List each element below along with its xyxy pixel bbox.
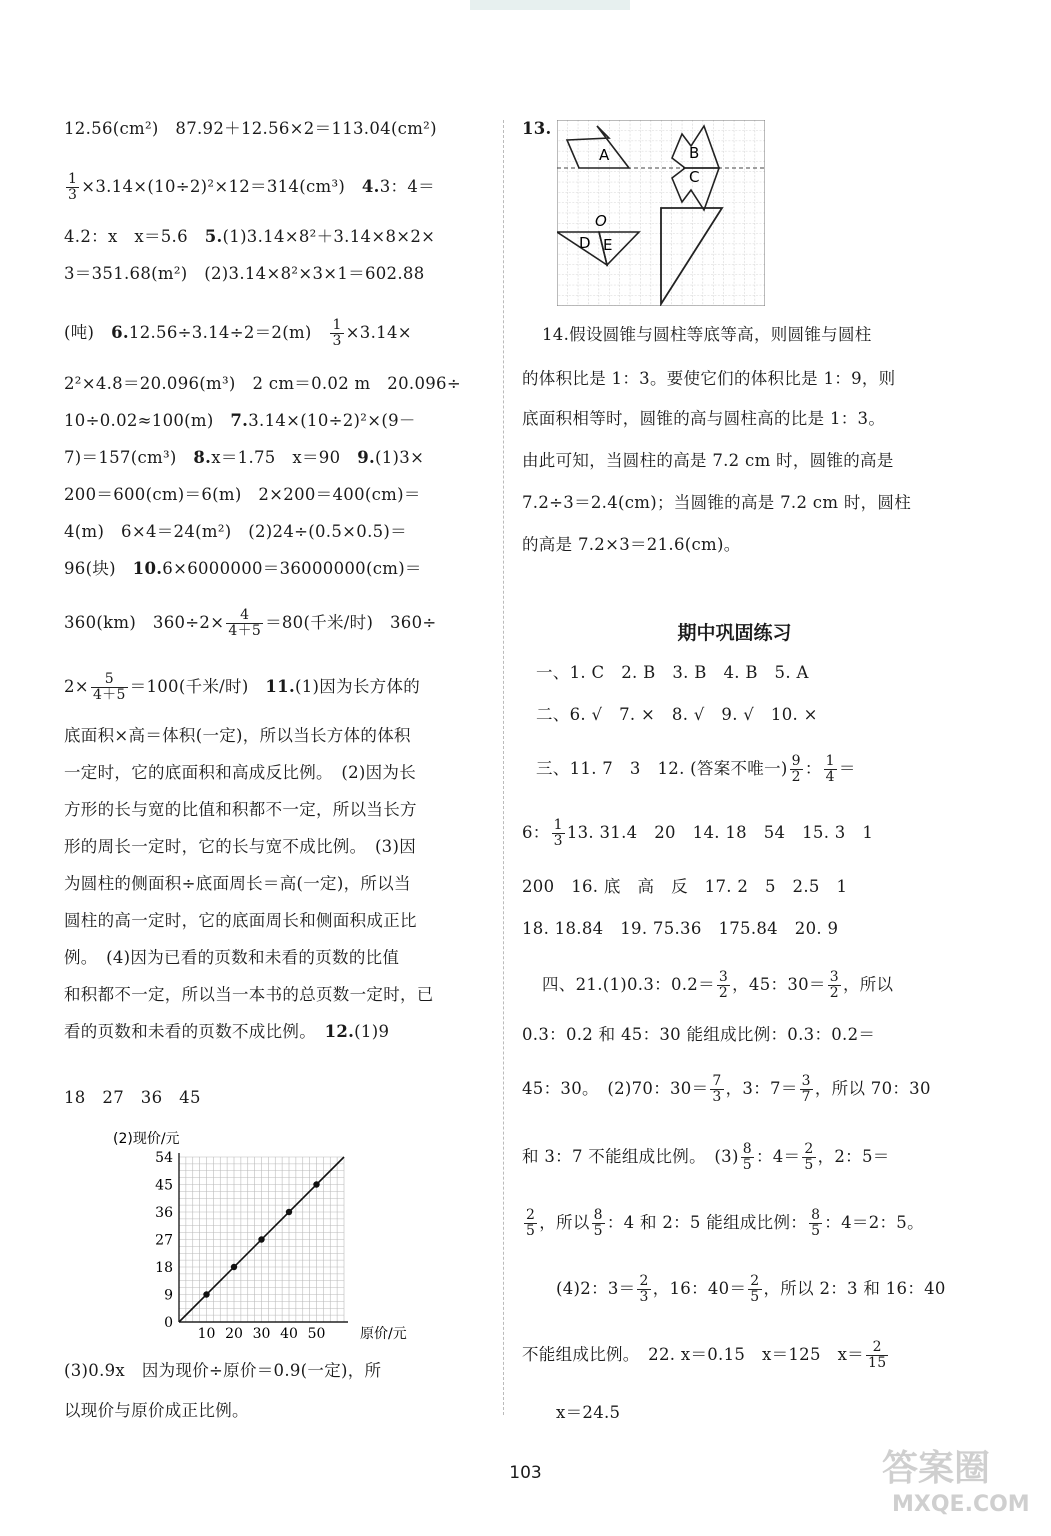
y-axis-title: (2)现价/元 xyxy=(113,1131,180,1147)
y-tick-label: 0 xyxy=(164,1315,173,1331)
label-d: D xyxy=(579,234,591,252)
answer-line: 18. 18.84 19. 75.36 175.84 20. 9 xyxy=(522,919,839,938)
answer-line: 和积都不一定，所以当一本书的总页数一定时，已 xyxy=(64,985,434,1004)
data-point xyxy=(313,1181,319,1187)
x-tick-label: 10 xyxy=(197,1326,216,1342)
answer-line: 的体积比是 1：3。要使它们的体积比是 1：9，则 xyxy=(522,369,896,388)
data-point xyxy=(258,1236,264,1242)
answer-line: (4)2：3＝ $\frac{2}{3}$ ，16：40＝ $\frac{2}{5}$ ，所以 2：3 和 16：40 xyxy=(556,1273,946,1305)
y-tick-label: 54 xyxy=(155,1150,173,1166)
answer-line: 由此可知，当圆柱的高是 7.2 cm 时，圆锥的高是 xyxy=(522,451,894,470)
price-chart xyxy=(94,1122,454,1342)
answer-line: 的高是 7.2×3＝21.6(cm)。 xyxy=(522,535,741,554)
answer-line: 2²×4.8＝20.096(m³) 2 cm＝0.02 m 20.096÷ xyxy=(64,374,461,393)
fraction: $\frac{1}{3}$ xyxy=(68,171,78,203)
fraction: $\frac{8}{5}$ xyxy=(742,1141,752,1173)
fraction: $\frac{3}{2}$ xyxy=(718,969,729,1001)
data-point xyxy=(203,1291,209,1297)
x-tick-label: 20 xyxy=(225,1326,243,1342)
transformation-figure xyxy=(557,120,765,306)
fraction: $\frac{2}{15}$ xyxy=(867,1339,887,1371)
fraction: $\frac{7}{3}$ xyxy=(712,1073,722,1105)
y-tick-label: 36 xyxy=(155,1205,173,1221)
answer-line: 7)＝157(cm³) 8.x＝1.75 x＝90 9.(1)3× xyxy=(64,448,425,467)
answer-line: 14.假设圆锥与圆柱等底等高，则圆锥与圆柱 xyxy=(542,325,872,344)
page-number: 103 xyxy=(509,1463,542,1483)
watermark-url: MXQE.COM xyxy=(892,1492,1030,1517)
answer-line: 圆柱的高一定时，它的底面周长和侧面积成正比 xyxy=(64,911,417,930)
answer-line: 12.56(cm²) 87.92＋12.56×2＝113.04(cm²) xyxy=(64,119,437,138)
answer-line: 四、21.(1)0.3：0.2＝ $\frac{3}{2}$ ，45：30＝ $\frac{3}{2}$ ，所以 xyxy=(542,969,894,1001)
answer-line: 3＝351.68(m²) (2)3.14×8²×3×1＝602.88 xyxy=(64,264,425,283)
answer-line: 200 16. 底 高 反 17. 2 5 2.5 1 xyxy=(522,877,848,896)
answer-line: 底面积相等时，圆锥的高与圆柱高的比是 1：3。 xyxy=(522,409,886,428)
answer-line: 200＝600(cm)＝6(m) 2×200＝400(cm)＝ xyxy=(64,485,421,504)
x-axis-title: 原价/元 xyxy=(360,1326,407,1342)
fraction: $\frac{3}{7}$ xyxy=(801,1073,811,1105)
answer-line: 96(块) 10.6×6000000＝36000000(cm)＝ xyxy=(64,559,422,578)
answer-line: 10÷0.02≈100(m) 7.3.14×(10÷2)²×(9－ xyxy=(64,411,416,430)
top-edge-strip xyxy=(470,0,630,10)
section-title: 期中巩固练习 xyxy=(677,622,792,644)
answer-line: 方形的长与宽的比值和积都不一定，所以当长方 xyxy=(64,800,417,819)
fraction: $\frac{2}{5}$ xyxy=(526,1207,536,1239)
x-tick-label: 50 xyxy=(307,1326,326,1342)
fraction: $\frac{9}{2}$ xyxy=(791,753,801,785)
answer-line: 形的周长一定时，它的长与宽不成比例。 (3)因 xyxy=(64,837,417,856)
fraction: $\frac{2}{5}$ xyxy=(750,1273,760,1305)
fraction: $\frac{2}{3}$ xyxy=(639,1273,649,1305)
column-divider xyxy=(503,120,504,1415)
answer-line: 2× $\frac{5}{4+5}$ ＝100(千米/时) 11.(1)因为长方体的 xyxy=(64,671,421,703)
label-c: C xyxy=(689,168,700,186)
data-point xyxy=(286,1209,292,1215)
label-e: E xyxy=(603,236,613,254)
answer-line: 一、1. C 2. B 3. B 4. B 5. A xyxy=(536,663,809,682)
answer-line: 6： $\frac{1}{3}$ 13. 31.4 20 14. 18 54 15. 3 1 xyxy=(522,817,874,849)
q13-label: 13. xyxy=(522,119,552,138)
y-tick-label: 27 xyxy=(155,1232,173,1249)
y-tick-label: 9 xyxy=(164,1287,173,1304)
answer-line: 三、11. 7 3 12. (答案不唯一) $\frac{9}{2}$ ： $\frac{1}{4}$ ＝ xyxy=(536,753,856,785)
answer-line: (3)0.9x 因为现价÷原价＝0.9(一定)，所 xyxy=(64,1361,382,1380)
answer-line: 0.3：0.2 和 45：30 能组成比例：0.3：0.2＝ xyxy=(522,1025,876,1044)
answer-line: x＝24.5 xyxy=(556,1403,621,1422)
data-point xyxy=(231,1264,237,1270)
label-o: O xyxy=(595,212,607,230)
answer-line: 以现价与原价成正比例。 xyxy=(64,1401,249,1420)
answer-line: $\frac{1}{3}$ ×3.14×(10÷2)²×12＝314(cm³) 4.3：4＝ xyxy=(68,171,435,203)
answer-line: 45：30。 (2)70：30＝ $\frac{7}{3}$ ，3：7＝ $\frac{3}{7}$ ，所以 70：30 xyxy=(522,1073,931,1105)
fraction: $\frac{5}{4+5}$ xyxy=(92,671,126,703)
answer-line: 底面积×高＝体积(一定)，所以当长方体的体积 xyxy=(64,726,411,745)
answer-line: 为圆柱的侧面积÷底面周长＝高(一定)，所以当 xyxy=(64,874,411,893)
answer-line: 18 27 36 45 xyxy=(64,1088,201,1107)
answer-line: 例。 (4)因为已看的页数和未看的页数的比值 xyxy=(64,948,400,967)
answer-line: 360(km) 360÷2× $\frac{4}{4+5}$ ＝80(千米/时) 360÷ xyxy=(64,607,437,639)
answer-line: 看的页数和未看的页数不成比例。 12.(1)9 xyxy=(64,1022,390,1041)
fraction: $\frac{8}{5}$ xyxy=(811,1207,821,1239)
fraction: $\frac{1}{3}$ xyxy=(332,317,342,349)
answer-line: 和 3：7 不能组成比例。 (3) $\frac{8}{5}$ ：4＝ $\frac{2}{5}$ ，2：5＝ xyxy=(522,1141,890,1173)
label-a: A xyxy=(599,146,610,164)
fraction: $\frac{8}{5}$ xyxy=(593,1207,603,1239)
answer-line: 二、6. √ 7. × 8. √ 9. √ 10. × xyxy=(536,705,818,724)
watermark-brand: 答案圈 xyxy=(882,1448,991,1489)
y-tick-label: 18 xyxy=(155,1260,173,1276)
answer-line: 7.2÷3＝2.4(cm)；当圆锥的高是 7.2 cm 时，圆柱 xyxy=(522,493,912,512)
fraction: $\frac{4}{4+5}$ xyxy=(228,607,262,639)
answer-line: 4(m) 6×4＝24(m²) (2)24÷(0.5×0.5)＝ xyxy=(64,522,407,541)
watermark xyxy=(868,1440,1048,1530)
answer-line: 一定时，它的底面积和高成反比例。 (2)因为长 xyxy=(64,763,417,782)
fraction: $\frac{2}{5}$ xyxy=(804,1141,814,1173)
fraction: $\frac{1}{4}$ xyxy=(825,753,835,785)
x-tick-label: 40 xyxy=(280,1326,298,1342)
answer-line: (吨) 6.12.56÷3.14÷2＝2(m) $\frac{1}{3}$ ×3.14× xyxy=(64,317,412,349)
y-tick-label: 45 xyxy=(155,1177,173,1194)
fraction: $\frac{3}{2}$ xyxy=(829,969,839,1001)
fraction: $\frac{1}{3}$ xyxy=(553,817,563,849)
x-tick-label: 30 xyxy=(252,1326,271,1342)
label-b: B xyxy=(689,144,700,162)
answer-line: 4.2：x x＝5.6 5.(1)3.14×8²＋3.14×8×2× xyxy=(64,227,436,246)
answer-line: 不能组成比例。 22. x＝0.15 x＝125 x＝ $\frac{2}{15}$ xyxy=(522,1339,887,1371)
answer-line: $\frac{2}{5}$ ，所以 $\frac{8}{5}$ ：4 和 2：5 能组成比例： $\frac{8}{5}$ ：4＝2：5。 xyxy=(526,1207,924,1239)
